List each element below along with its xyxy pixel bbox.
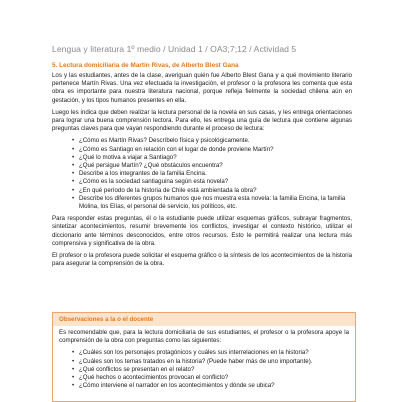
list-item: • ¿Qué hechos o acontecimientos provocan el conflicto? (72, 374, 229, 382)
strategies-paragraph: Para responder estas preguntas, él o la estudiante puede utilizar esquemas gráficos, subrayar fragmentos, sintetizar acontecimientos, resumir brevemente los conflictos, investigar el contexto histórico, utilizar el diccionario ante términos desconocidos, entre otros recursos. Esto le permitirá realizar una lectura más comprensiva y significativa de la obra. (52, 215, 352, 247)
bullet-icon: • (72, 382, 75, 390)
intro-paragraph: Los y las estudiantes, antes de la clase, averiguan quién fue Alberto Blest Gana y a qué movimiento literario pertenece Martín Rivas. Una vez efectuada la investigación, el profesor o la profesora les comenta que esta obra es importante para nuestra literatura nacional, porque refleja fielmente la sociedad chilena aún en gestación, y los tipos humanos presentes en ella. (52, 72, 352, 104)
reading-questions-list (52, 137, 352, 211)
teacher-notes-title: Observaciones a la o el docente (53, 313, 355, 326)
list-item: • ¿Cómo interviene el narrador en los acontecimientos y dónde se ubica? (72, 382, 275, 390)
assessment-paragraph: El profesor o la profesora puede solicitar el esquema gráfico o la síntesis de los acontecimientos de la historia para asegurar la comprensión de la obra. (52, 252, 352, 268)
list-item: • ¿Cómo es Martín Rivas? Descríbelo física y psicológicamente. (72, 137, 250, 145)
list-item: • ¿Cuáles son los temas tratados en la historia? (Puede haber más de uno importante). (72, 357, 313, 365)
list-item: • ¿Cómo es la sociedad santiaguina según esta novela? (72, 178, 229, 186)
bullet-icon: • (72, 186, 75, 194)
activity-section (52, 62, 352, 272)
bullet-icon: • (72, 162, 75, 170)
bullet-icon: • (72, 178, 75, 186)
list-item: • ¿Qué persigue Martín? ¿Qué obstáculos encuentra? (72, 162, 223, 170)
teacher-notes-body (53, 326, 355, 390)
instructions-paragraph: Luego les indica que deben realizar la lectura personal de la novela en sus casas, y les entrega orientaciones para lograr una buena comprensión lectora. Para ello, les entrega una guía de lectura que contiene algunas preguntas claves para que vayan respondiendo durante el proceso de lectura: (52, 108, 352, 133)
teacher-notes-box (52, 312, 356, 402)
bullet-icon: • (72, 365, 75, 373)
bullet-icon: • (72, 374, 75, 382)
bullet-icon: • (72, 194, 75, 202)
list-item: • Describe los diferentes grupos humanos que nos muestra esta novela: la familia Encina, la familia Molina, los Elías, el personal de servicio, los políticos, etc. (72, 194, 346, 211)
list-item: • Describe a los integrantes de la familia Encina. (72, 170, 207, 178)
section-title: 5. Lectura domiciliaria de Martín Rivas, de Alberto Blest Gana (52, 62, 239, 69)
bullet-icon: • (72, 349, 75, 357)
bullet-icon: • (72, 153, 75, 161)
list-item: • ¿En qué período de la historia de Chile está ambientada la obra? (72, 186, 257, 194)
teacher-notes-intro: Es recomendable que, para la lectura domiciliaria de sus estudiantes, el profesor o la profesora apoye la comprensión de la obra con preguntas como las siguientes: (59, 329, 349, 345)
bullet-icon: • (72, 145, 75, 153)
list-item: • ¿Cuáles son los personajes protagónicos y cuáles sus interrelaciones en la historia? (72, 349, 309, 357)
bullet-icon: • (72, 357, 75, 365)
list-item: • ¿Qué conflictos se presentan en el relato? (72, 365, 195, 373)
breadcrumb: Lengua y literatura 1º medio / Unidad 1 / OA3;7;12 / Actividad 5 (52, 44, 297, 54)
list-item: • ¿Cómo es Santiago en relación con el lugar de donde proviene Martín? (72, 145, 274, 153)
bullet-icon: • (72, 170, 75, 178)
teacher-questions-list (59, 349, 349, 390)
bullet-icon: • (72, 137, 75, 145)
list-item: • ¿Qué lo motiva a viajar a Santiago? (72, 153, 177, 161)
